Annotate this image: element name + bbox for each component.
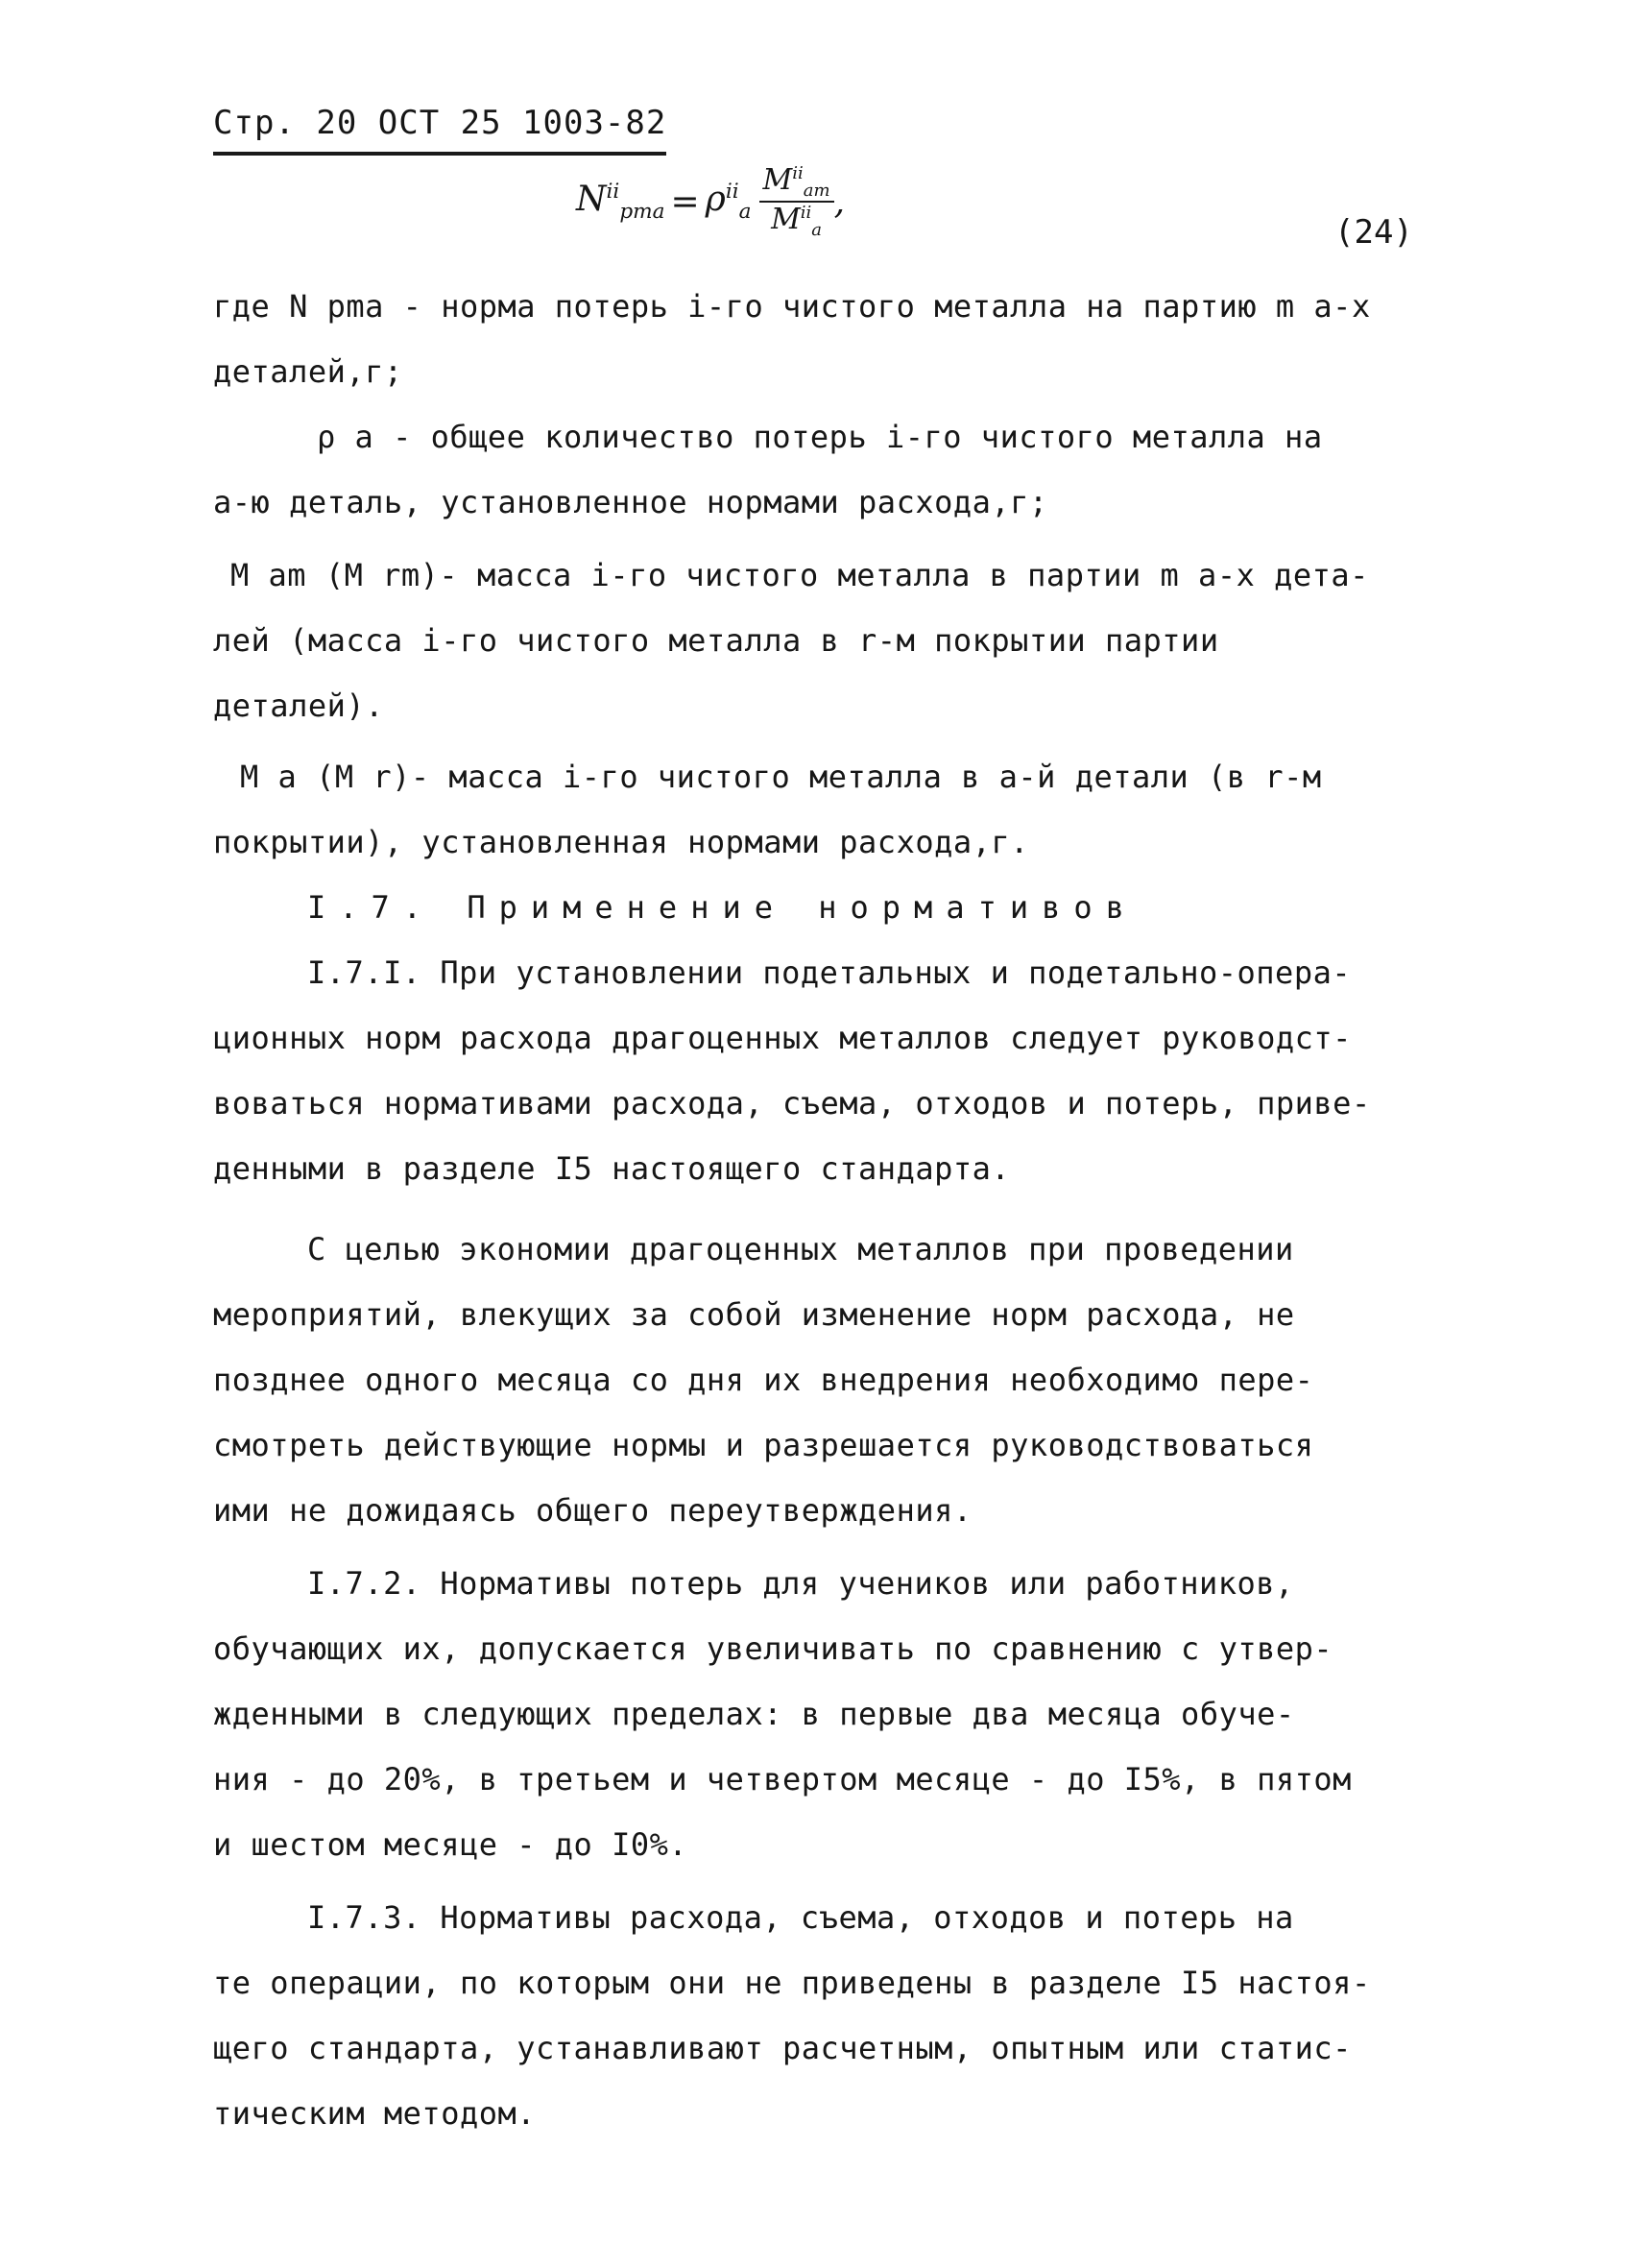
- formula-fraction: [759, 163, 834, 240]
- text-line: I.7.2. Нормативы потерь для учеников или работников,: [307, 1565, 1294, 1602]
- text-line: смотреть действующие нормы и разрешается руководствоваться: [213, 1427, 1314, 1463]
- formula-eq: =: [670, 181, 700, 222]
- text-line: воваться нормативами расхода, съема, отходов и потерь, приве-: [213, 1085, 1371, 1122]
- text-line: I.7.3. Нормативы расхода, съема, отходов и потерь на: [307, 1899, 1294, 1936]
- equation-number: (24): [1334, 213, 1413, 252]
- formula-numerator: $M^{ii}_{am}$: [759, 163, 834, 203]
- text-line: ими не дожидаясь общего переутверждения.: [213, 1492, 973, 1529]
- text-line: денными в разделе I5 настоящего стандарта.: [213, 1150, 1011, 1187]
- text-line: деталей,г;: [213, 353, 403, 390]
- text-line: С целью экономии драгоценных металлов при проведении: [307, 1231, 1294, 1267]
- text-line: жденными в следующих пределах: в первые два месяца обуче-: [213, 1696, 1295, 1732]
- text-line: щего стандарта, устанавливают расчетным, опытным или статис-: [213, 2030, 1352, 2066]
- text-line: M a (M r)- масса i-го чистого металла в a-й детали (в r-м: [240, 759, 1322, 795]
- formula-tail: ,: [833, 181, 846, 222]
- text-line: a-ю деталь, установленное нормами расхода,г;: [213, 484, 1048, 520]
- text-line: деталей).: [213, 688, 384, 724]
- formula-lhs: $N^{ii}_{pma}$: [576, 179, 665, 225]
- text-line: ционных норм расхода драгоценных металлов следует руководст-: [213, 1020, 1352, 1056]
- text-line: позднее одного месяца со дня их внедрения необходимо пере-: [213, 1362, 1314, 1398]
- text-line: лей (масса i-го чистого металла в r-м покрытии партии: [213, 622, 1219, 659]
- text-line: покрытии), установленная нормами расхода,г.: [213, 824, 1029, 860]
- text-line: M am (M rm)- масса i-го чистого металла в партии m a-х дета-: [230, 557, 1369, 593]
- formula-rho: $\rho^{ii}_a$: [705, 179, 752, 225]
- text-line: и шестом месяце - до I0%.: [213, 1826, 688, 1863]
- section-heading: I.7. Применение нормативов: [307, 889, 1138, 926]
- text-line: тическим методом.: [213, 2095, 537, 2132]
- formula-24: [576, 163, 845, 240]
- text-line: обучающих их, допускается увеличивать по сравнению с утвер-: [213, 1630, 1333, 1667]
- text-line: те операции, по которым они не приведены в разделе I5 настоя-: [213, 1965, 1371, 2001]
- text-line: ρ a - общее количество потерь i-го чистого металла на: [317, 419, 1323, 455]
- text-line: ния - до 20%, в третьем и четвертом месяце - до I5%, в пятом: [213, 1761, 1352, 1798]
- text-line: где N pma - норма потерь i-го чистого металла на партию m a-х: [213, 288, 1371, 325]
- formula-denominator: $M^{ii}_a$: [771, 203, 823, 240]
- text-line: I.7.I. При установлении подетальных и подетально-опера-: [307, 954, 1352, 991]
- page-header: Стр. 20 ОСТ 25 1003-82: [213, 104, 666, 156]
- text-line: мероприятий, влекущих за собой изменение норм расхода, не: [213, 1296, 1295, 1333]
